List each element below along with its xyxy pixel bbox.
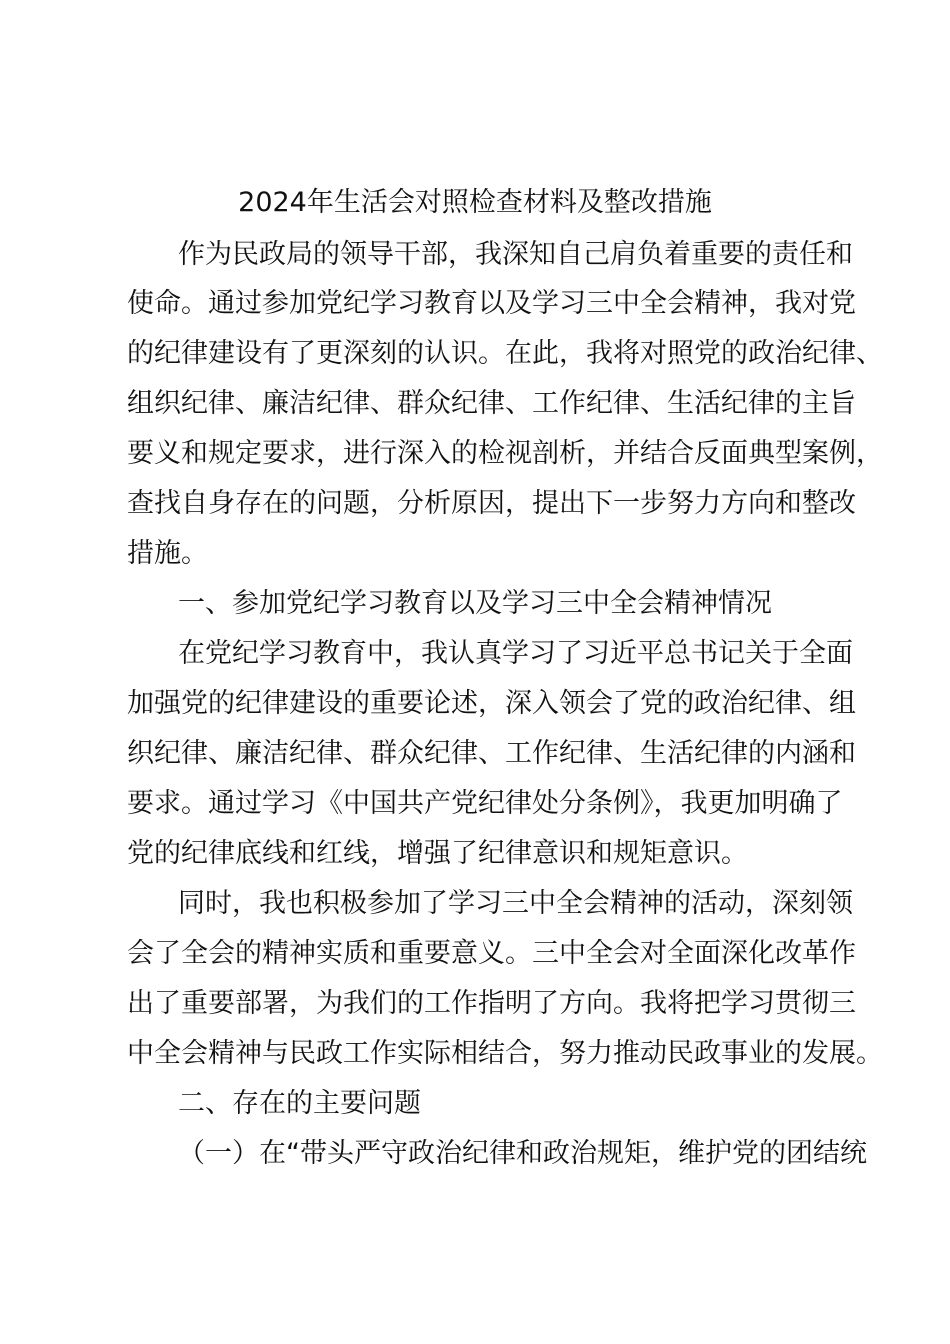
paragraph-line: 作为民政局的领导干部，我深知自己肩负着重要的责任和 xyxy=(178,239,853,270)
paragraph-line: 要义和规定要求，进行深入的检视剖析，并结合反面典型案例， xyxy=(127,438,883,469)
paragraph-line: 加强党的纪律建设的重要论述，深入领会了党的政治纪律、组 xyxy=(127,688,856,719)
paragraph-line: 查找自身存在的问题，分析原因，提出下一步努力方向和整改 xyxy=(127,488,856,519)
document-title: 2024年生活会对照检查材料及整改措施 xyxy=(238,187,712,218)
subsection-line: （一）在“带头严守政治纪律和政治规矩，维护党的团结统 xyxy=(178,1138,867,1169)
paragraph-line: 会了全会的精神实质和重要意义。三中全会对全面深化改革作 xyxy=(127,938,856,969)
paragraph-line: 织纪律、廉洁纪律、群众纪律、工作纪律、生活纪律的内涵和 xyxy=(127,738,856,769)
section-heading: 一、参加党纪学习教育以及学习三中全会精神情况 xyxy=(178,588,772,619)
paragraph-line: 措施。 xyxy=(127,538,208,569)
paragraph-line: 要求。通过学习《中国共产党纪律处分条例》，我更加明确了 xyxy=(127,788,843,819)
paragraph-line: 使命。通过参加党纪学习教育以及学习三中全会精神，我对党 xyxy=(127,288,856,319)
paragraph-line: 在党纪学习教育中，我认真学习了习近平总书记关于全面 xyxy=(178,638,853,669)
paragraph-line: 中全会精神与民政工作实际相结合，努力推动民政事业的发展。 xyxy=(127,1038,883,1069)
paragraph-line: 组织纪律、廉洁纪律、群众纪律、工作纪律、生活纪律的主旨 xyxy=(127,388,856,419)
paragraph-line: 的纪律建设有了更深刻的认识。在此，我将对照党的政治纪律、 xyxy=(127,338,883,369)
paragraph-line: 党的纪律底线和红线，增强了纪律意识和规矩意识。 xyxy=(127,838,748,869)
section-heading: 二、存在的主要问题 xyxy=(178,1088,421,1119)
paragraph-line: 同时，我也积极参加了学习三中全会精神的活动，深刻领 xyxy=(178,888,853,919)
paragraph-line: 出了重要部署，为我们的工作指明了方向。我将把学习贯彻三 xyxy=(127,988,856,1019)
